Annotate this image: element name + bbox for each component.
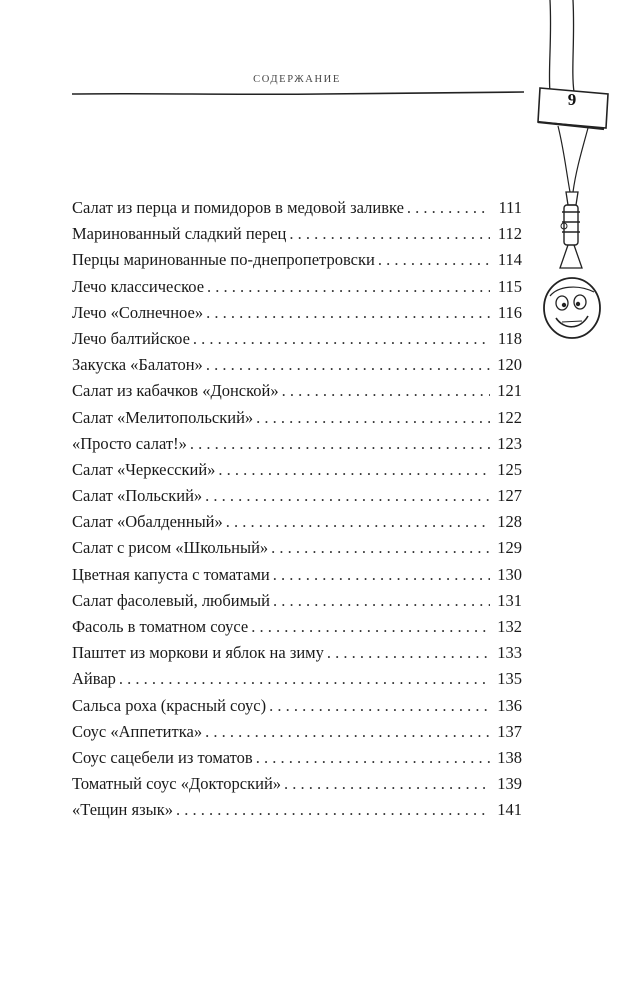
toc-entry <box>72 247 522 273</box>
toc-entry <box>72 535 522 561</box>
toc-entry-page: 138 <box>497 747 522 767</box>
toc-entry-page: 129 <box>497 538 522 558</box>
toc-dot-leader <box>190 326 490 352</box>
toc-entry-page: 125 <box>497 459 522 479</box>
toc-dot-leader <box>187 431 490 457</box>
toc-dot-leader <box>215 457 490 483</box>
toc-entry <box>72 588 522 614</box>
toc-entry-title: Салат с рисом «Школьный» <box>72 538 269 558</box>
toc-entry <box>72 405 522 431</box>
smiling-ball-mascot-icon <box>544 278 600 338</box>
page-number: 9 <box>567 90 577 109</box>
trumpet-icon <box>560 192 582 268</box>
toc-dot-leader <box>266 693 490 719</box>
toc-dot-leader <box>202 483 490 509</box>
toc-entry <box>72 300 522 326</box>
toc-dot-leader <box>279 378 490 404</box>
toc-entry-title: Айвар <box>72 669 116 689</box>
toc-entry <box>72 562 522 588</box>
toc-entry-page: 141 <box>497 800 522 820</box>
toc-dot-leader <box>404 195 490 221</box>
toc-entry-page: 111 <box>498 198 522 217</box>
toc-entry-title: Салат «Черкесский» <box>72 459 216 479</box>
toc-entry-page: 130 <box>497 564 522 584</box>
toc-entry-title: Лечо «Солнечное» <box>72 302 204 322</box>
toc-dot-leader <box>281 771 490 797</box>
toc-entry-page: 139 <box>497 774 522 794</box>
toc-entry-title: Цветная капуста с томатами <box>72 564 270 584</box>
toc-entry-title: Перцы маринованные по-днепропетровски <box>72 250 375 270</box>
toc-dot-leader <box>253 745 490 771</box>
toc-entry-title: Салат фасолевый, любимый <box>72 590 270 610</box>
toc-entry <box>72 221 522 247</box>
toc-entry <box>72 640 522 666</box>
toc-entry-page: 128 <box>497 512 522 532</box>
toc-entry-title: «Тещин язык» <box>72 800 173 820</box>
toc-entry <box>72 666 522 692</box>
toc-entry <box>72 509 522 535</box>
toc-entry-page: 123 <box>497 433 522 453</box>
toc-entry-title: Салат «Мелитопольский» <box>72 407 254 427</box>
toc-entry-page: 131 <box>497 590 522 610</box>
toc-entry <box>72 326 522 352</box>
table-of-contents <box>72 195 522 824</box>
toc-dot-leader <box>248 614 490 640</box>
toc-entry-page: 132 <box>497 617 522 636</box>
toc-dot-leader <box>286 221 490 247</box>
toc-entry-title: Маринованный сладкий перец <box>72 224 287 244</box>
toc-dot-leader <box>116 666 490 692</box>
toc-entry-page: 118 <box>497 328 522 348</box>
toc-entry <box>72 274 522 300</box>
toc-entry-page: 112 <box>497 224 522 244</box>
toc-entry-page: 114 <box>497 250 522 270</box>
toc-entry-page: 135 <box>497 669 522 689</box>
toc-entry <box>72 431 522 457</box>
toc-dot-leader <box>270 562 490 588</box>
toc-dot-leader <box>253 405 490 431</box>
toc-entry <box>72 719 522 745</box>
toc-dot-leader <box>223 509 490 535</box>
toc-entry <box>72 352 522 378</box>
toc-entry <box>72 693 522 719</box>
toc-entry-title: Лечо балтийское <box>72 328 190 348</box>
toc-entry <box>72 614 522 640</box>
toc-entry <box>72 457 522 483</box>
header-rule <box>72 88 524 102</box>
toc-entry-title: Сальса роха (красный соус) <box>72 695 267 715</box>
toc-entry-page: 121 <box>497 381 522 401</box>
toc-entry-title: Фасоль в томатном соусе <box>72 617 249 636</box>
toc-entry <box>72 483 522 509</box>
toc-entry-page: 136 <box>497 695 522 715</box>
toc-entry <box>72 797 522 823</box>
toc-dot-leader <box>173 797 490 823</box>
toc-dot-leader <box>268 535 490 561</box>
toc-entry-page: 133 <box>497 643 522 663</box>
toc-entry-title: Соус сацебели из томатов <box>72 747 253 767</box>
toc-entry-page: 127 <box>497 486 522 506</box>
toc-dot-leader <box>203 300 490 326</box>
toc-entry <box>72 771 522 797</box>
toc-entry-title: Лечо классическое <box>72 276 205 296</box>
toc-entry-title: Салат «Обалденный» <box>72 512 223 532</box>
toc-dot-leader <box>204 274 490 300</box>
toc-dot-leader <box>270 588 490 614</box>
toc-entry-title: Паштет из моркови и яблок на зиму <box>72 643 324 663</box>
toc-dot-leader <box>203 352 490 378</box>
toc-entry-title: Салат из перца и помидоров в медовой заливке <box>72 198 404 217</box>
toc-dot-leader <box>375 247 490 273</box>
toc-entry-title: Закуска «Балатон» <box>72 355 203 375</box>
running-header-title: СОДЕРЖАНИЕ <box>253 74 341 85</box>
toc-entry-page: 120 <box>497 355 522 375</box>
toc-entry <box>72 378 522 404</box>
toc-entry <box>72 745 522 771</box>
hanging-decoration <box>518 0 644 360</box>
toc-entry <box>72 195 522 221</box>
toc-dot-leader <box>202 719 490 745</box>
toc-entry-page: 115 <box>497 276 522 296</box>
toc-dot-leader <box>324 640 490 666</box>
toc-entry-title: Соус «Аппетитка» <box>72 721 203 741</box>
toc-entry-page: 137 <box>497 721 522 741</box>
toc-entry-title: «Просто салат!» <box>72 433 187 453</box>
toc-entry-page: 116 <box>497 302 522 322</box>
toc-entry-title: Томатный соус «Докторский» <box>72 774 282 794</box>
toc-entry-title: Салат «Польский» <box>72 486 203 506</box>
toc-entry-title: Салат из кабачков «Донской» <box>72 381 279 401</box>
toc-entry-page: 122 <box>497 407 522 427</box>
